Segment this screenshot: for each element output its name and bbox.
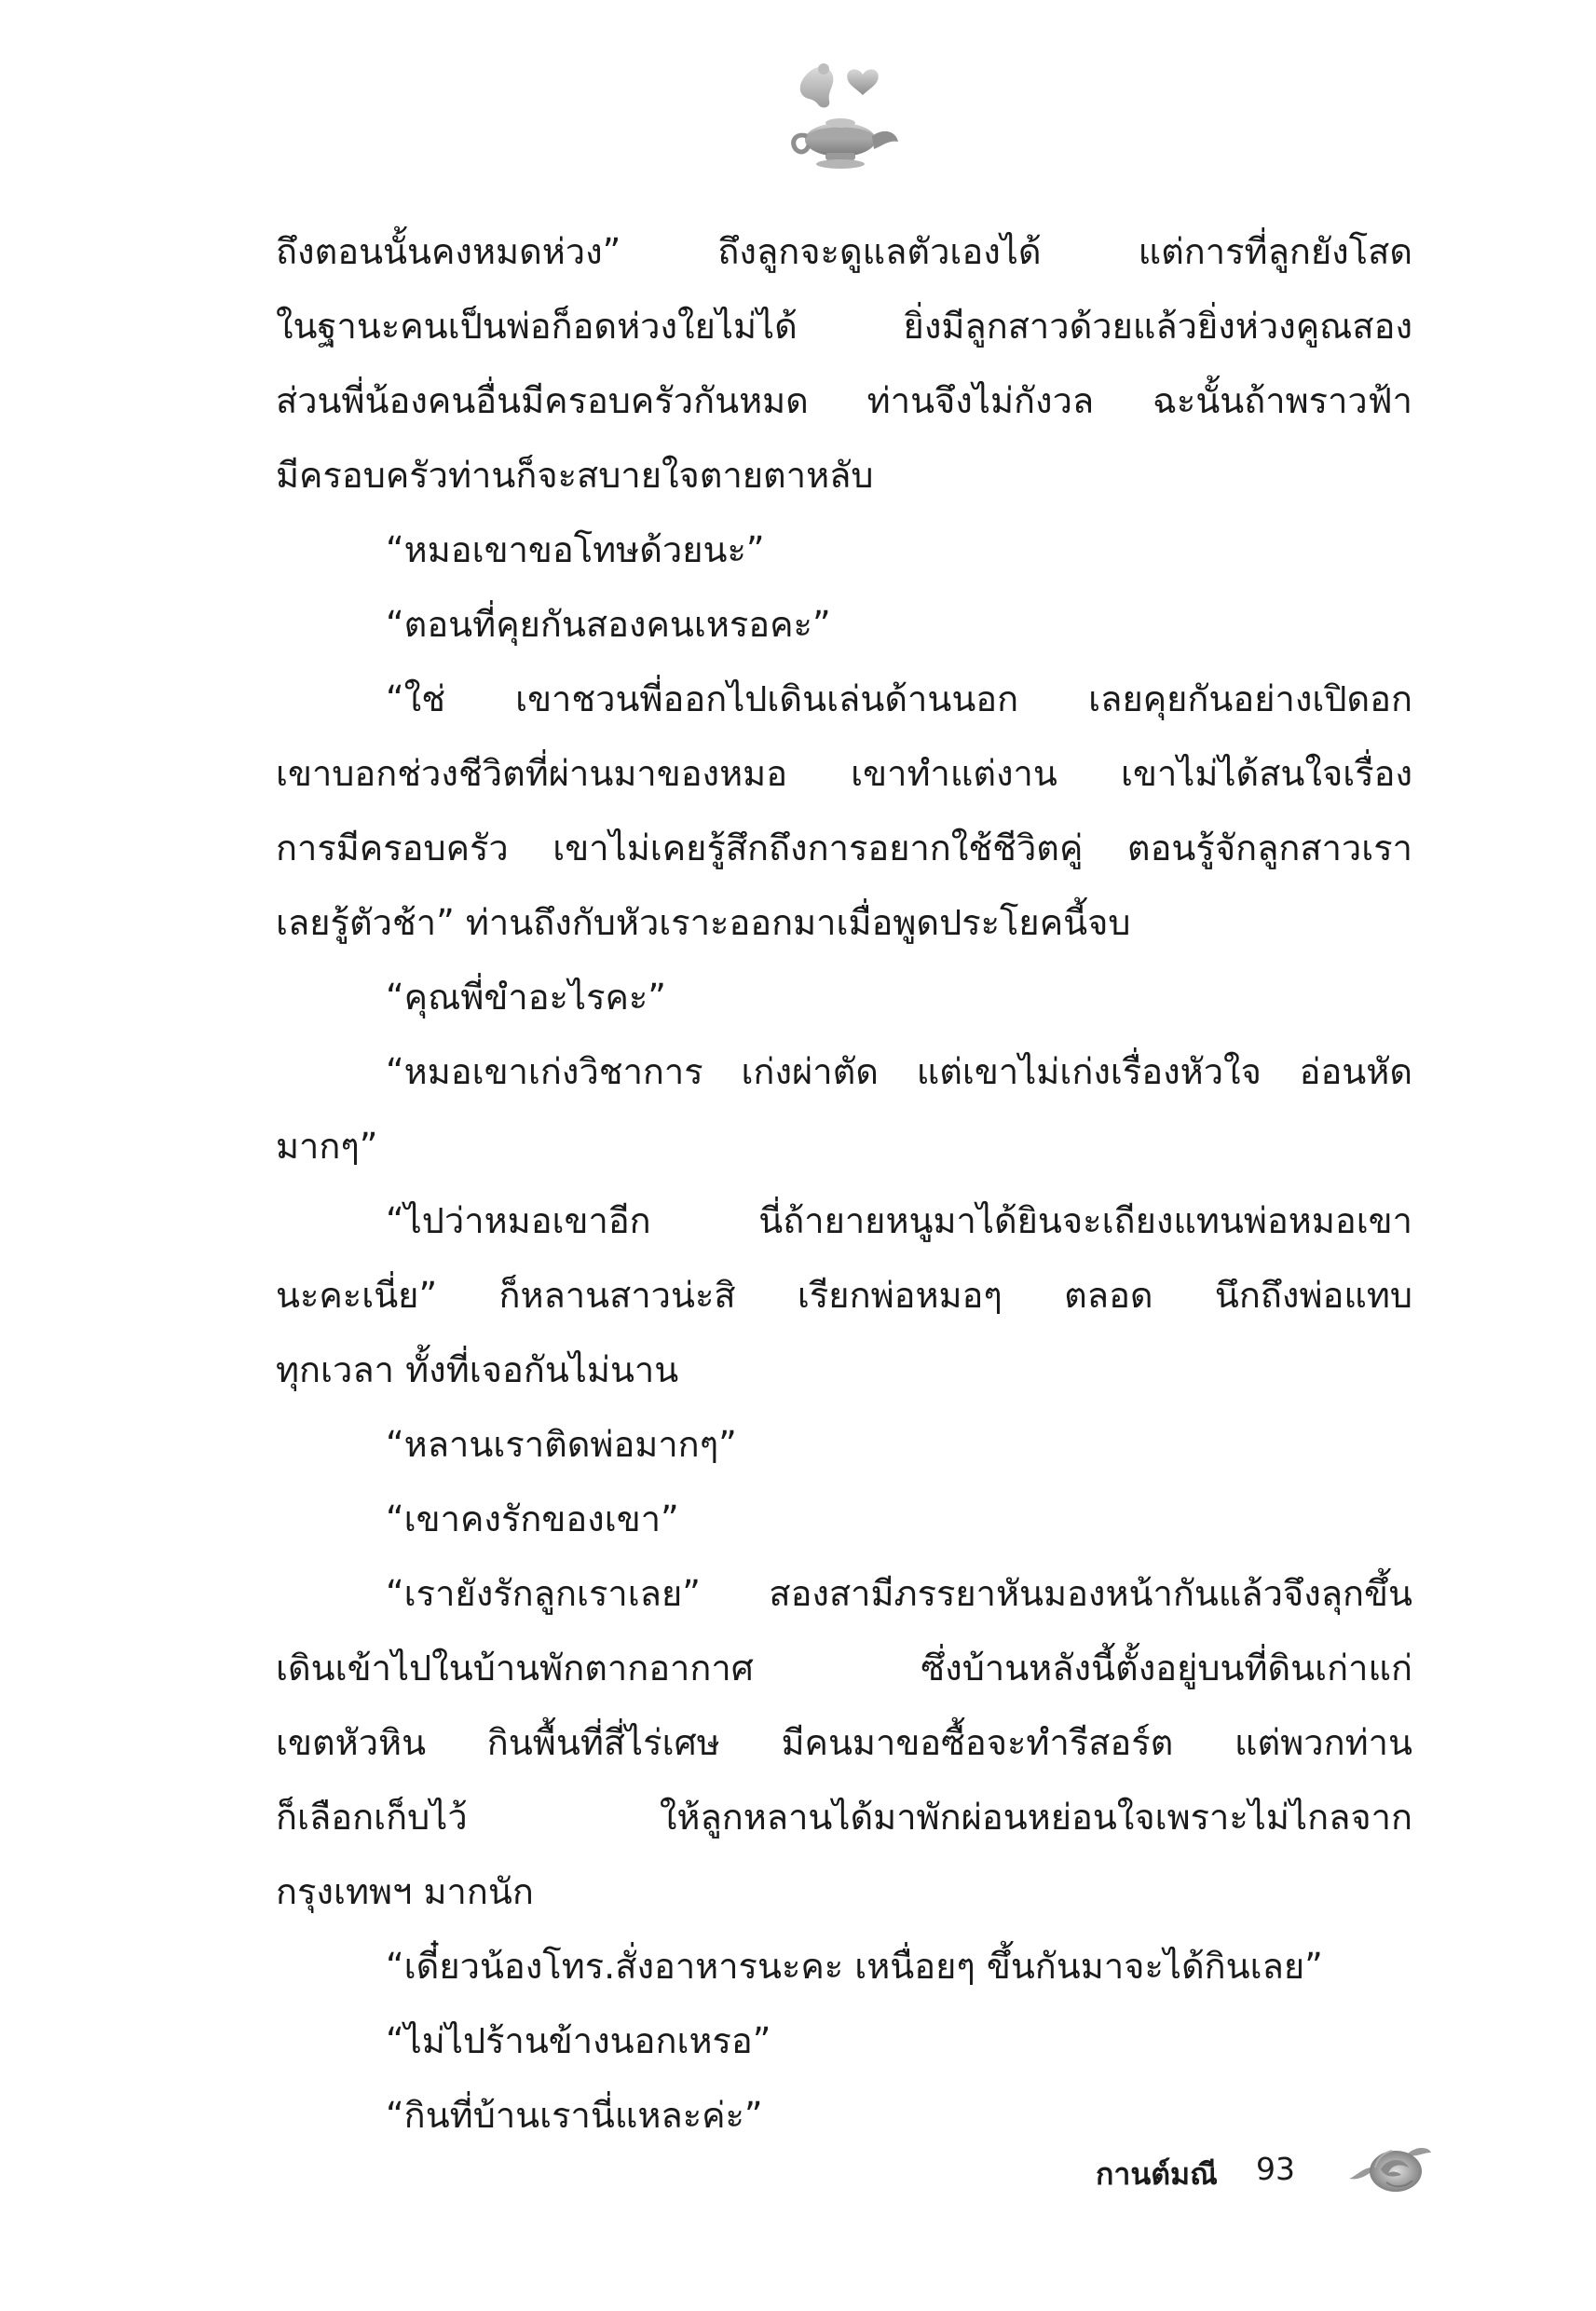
text-line: “ใช่ เขาชวนพี่ออกไปเดินเล่นด้านนอก เลยคุยกันอย่างเปิดอก — [386, 678, 1412, 719]
book-title: กานต์มณี — [1096, 2156, 1218, 2192]
text-line: เขาบอกช่วงชีวิตที่ผ่านมาของหมอ เขาทำแต่งาน เขาไม่ได้สนใจเรื่อง — [276, 753, 1412, 794]
page-body — [276, 214, 1412, 2153]
text-line: เดินเข้าไปในบ้านพักตากอากาศ ซึ่งบ้านหลังนี้ตั้งอยู่บนที่ดินเก่าแก่ — [276, 1648, 1412, 1689]
page-number: 93 — [1256, 2151, 1295, 2187]
text-line: เขตหัวหิน กินพื้นที่สี่ไร่เศษ มีคนมาขอซื้อจะทำรีสอร์ต แต่พวกท่าน — [276, 1722, 1412, 1763]
text-line: “ไม่ไปร้านข้างนอกเหรอ” — [386, 2020, 771, 2061]
teapot-angel-ornament-icon — [773, 54, 913, 175]
text-line: “เดี๋ยวน้องโทร.สั่งอาหารนะคะ เหนื่อยๆ ขึ้นกันมาจะได้กินเลย” — [386, 1946, 1323, 1987]
text-line: “ไปว่าหมอเขาอีก นี่ถ้ายายหนูมาได้ยินจะเถียงแทนพ่อหมอเขา — [386, 1200, 1412, 1241]
text-line: “หมอเขาเก่งวิชาการ เก่งผ่าตัด แต่เขาไม่เก่งเรื่องหัวใจ อ่อนหัด — [386, 1051, 1412, 1092]
text-line: นะคะเนี่ย” ก็หลานสาวน่ะสิ เรียกพ่อหมอๆ ตลอด นึกถึงพ่อแทบ — [276, 1275, 1412, 1316]
text-line: “หลานเราติดพ่อมากๆ” — [386, 1424, 737, 1465]
text-line: มากๆ” — [276, 1126, 378, 1167]
rose-icon — [1342, 2141, 1435, 2199]
text-line: เลยรู้ตัวช้า” ท่านถึงกับหัวเราะออกมาเมื่อพูดประโยคนี้จบ — [276, 902, 1131, 943]
text-line: ก็เลือกเก็บไว้ ให้ลูกหลานได้มาพักผ่อนหย่อนใจเพราะไม่ไกลจาก — [276, 1797, 1412, 1838]
text-line: ในฐานะคนเป็นพ่อก็อดห่วงใยไม่ได้ ยิ่งมีลูกสาวด้วยแล้วยิ่งห่วงคูณสอง — [276, 306, 1412, 347]
text-line: กรุงเทพฯ มากนัก — [276, 1871, 534, 1912]
text-line: “เขาคงรักของเขา” — [386, 1498, 679, 1539]
text-line: “คุณพี่ขำอะไรคะ” — [386, 977, 666, 1018]
text-line: “ตอนที่คุยกันสองคนเหรอคะ” — [386, 604, 831, 645]
text-line: “กินที่บ้านเรานี่แหละค่ะ” — [386, 2095, 763, 2136]
text-line: ทุกเวลา ทั้งที่เจอกันไม่นาน — [276, 1349, 679, 1390]
text-line: ส่วนพี่น้องคนอื่นมีครอบครัวกันหมด ท่านจึงไม่กังวล ฉะนั้นถ้าพราวฟ้า — [276, 380, 1412, 421]
text-line: “หมอเขาขอโทษด้วยนะ” — [386, 529, 765, 570]
text-line: มีครอบครัวท่านก็จะสบายใจตายตาหลับ — [276, 455, 874, 496]
page-footer — [1044, 2141, 1435, 2207]
text-line: ถึงตอนนั้นคงหมดห่วง” ถึงลูกจะดูแลตัวเองได้ แต่การที่ลูกยังโสด — [276, 231, 1412, 272]
text-line: “เรายังรักลูกเราเลย” สองสามีภรรยาหันมองหน้ากันแล้วจึงลุกขึ้น — [386, 1573, 1412, 1614]
text-line: การมีครอบครัว เขาไม่เคยรู้สึกถึงการอยากใช้ชีวิตคู่ ตอนรู้จักลูกสาวเรา — [276, 827, 1412, 868]
